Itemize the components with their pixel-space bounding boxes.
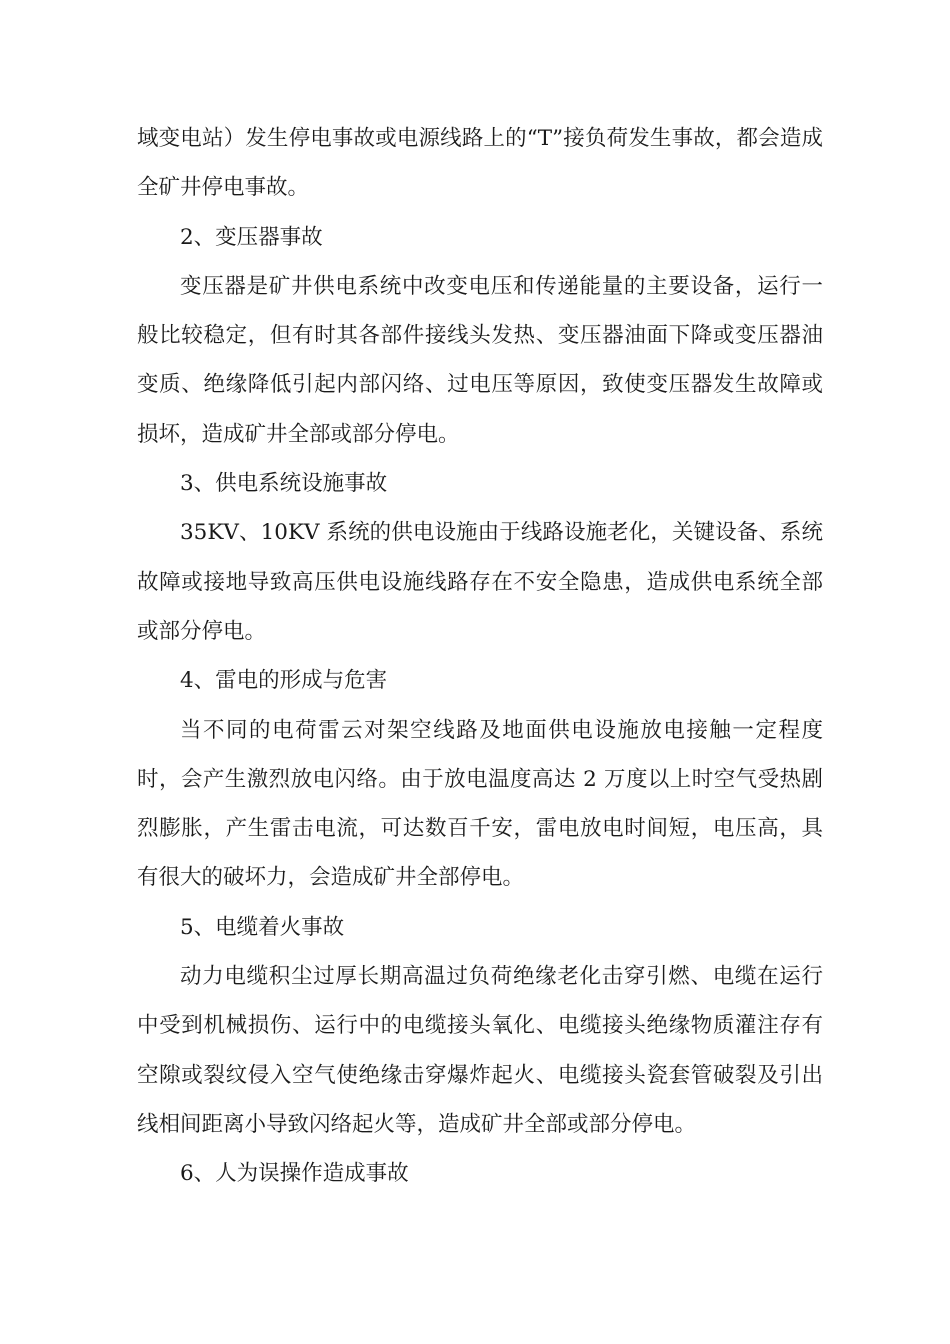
section-heading-facilities: 3、供电系统设施事故 [180, 471, 388, 497]
section-heading-misoperation: 6、人为误操作造成事故 [180, 1161, 409, 1187]
paragraph-continuation: 域变电站）发生停电事故或电源线路上的“T”接负荷发生事故，都会造成全矿井停电事故。 [137, 126, 823, 201]
section-heading-lightning: 4、雷电的形成与危害 [180, 668, 388, 694]
paragraph-transformer: 变压器是矿井供电系统中改变电压和传递能量的主要设备，运行一般比较稳定，但有时其各部件接线头发热、变压器油面下降或变压器油变质、绝缘降低引起内部闪络、过电压等原因，致使变压器发生故障或损坏，造成矿井全部或部分停电。 [137, 273, 823, 447]
section-heading-transformer: 2、变压器事故 [180, 224, 323, 250]
paragraph-lightning: 当不同的电荷雷云对架空线路及地面供电设施放电接触一定程度时，会产生激烈放电闪络。由于放电温度高达 2 万度以上时空气受热剧烈膨胀，产生雷击电流，可达数百千安，雷电放电时间短，电压高，具有很大的破坏力，会造成矿井全部停电。 [137, 717, 823, 891]
paragraph-facilities: 35KV、10KV 系统的供电设施由于线路设施老化，关键设备、系统故障或接地导致高压供电设施线路存在不安全隐患，造成供电系统全部或部分停电。 [137, 520, 823, 644]
paragraph-cable-fire: 动力电缆积尘过厚长期高温过负荷绝缘老化击穿引燃、电缆在运行中受到机械损伤、运行中的电缆接头氧化、电缆接头绝缘物质灌注存有空隙或裂纹侵入空气使绝缘击穿爆炸起火、电缆接头瓷套管破裂及引出线相间距离小导致闪络起火等，造成矿井全部或部分停电。 [137, 964, 823, 1137]
document-body [137, 114, 823, 1199]
section-heading-cable-fire: 5、电缆着火事故 [180, 914, 345, 940]
